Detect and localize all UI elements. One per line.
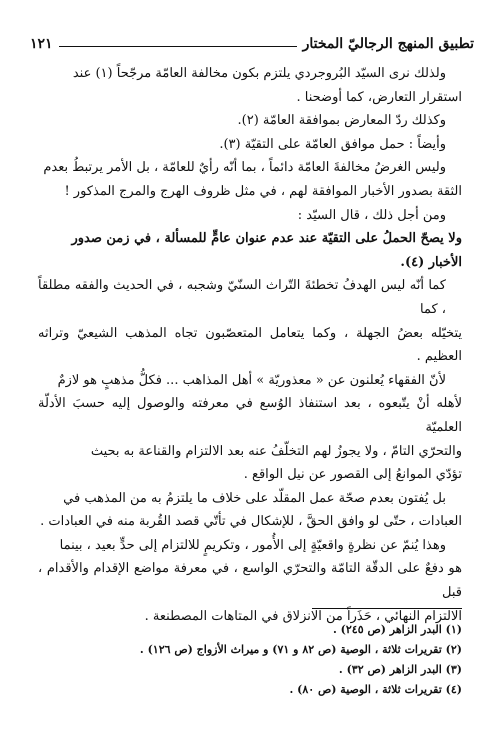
- text-line: لأهله أنْ يتّبعوه ، بعد استنفاذ الوُسع في معرفته والوصول إليه حسبَ الأدلّة العلميّة: [38, 396, 462, 435]
- text-line: يتخيّله بعضُ الجهلة ، وكما يتعامل المتعصّبون تجاه المذهب الشيعيّ وتراثه العظيم .: [38, 325, 462, 365]
- text-line: استقرار التعارض، كما أوضحنا .: [296, 89, 462, 105]
- text-line: والتحرّي التامّ ، ولا يجوزُ لهم التخلّفُ عنه بعد الالتزام والقناعة به بحيث: [90, 443, 462, 459]
- text-line: تؤدّي الموانعُ إلى القصور عن نيل الواقع .: [243, 467, 462, 483]
- text-line: بل يُفتون بعدم صحّة عمل المقلّد على خلاف ما يلتزمُ به من المذهب في: [63, 490, 446, 506]
- page-number: ١٢١: [30, 36, 53, 52]
- header-rule: [59, 46, 297, 47]
- text-line: ولذلك نرى السيّد البُروجردي يلتزم بكون مخالفة العامّة مرجّحاً (١) عند: [72, 66, 446, 81]
- footnote: (٤) تقريرات ثلاثة ، الوصية (ص ٨٠) .: [289, 683, 462, 696]
- text-line: الثقة بصدور الأخبار الموافقة لهم ، في مثل ظروف الهرج والمرج المذكور !: [64, 183, 462, 199]
- quote-line: الأخبار (٤).: [400, 254, 462, 270]
- main-text: [38, 62, 462, 628]
- text-line: وأيضاً : حمل موافق العامّة على التقيّة (٣).: [219, 136, 446, 152]
- text-line: ومن أجل ذلك ، قال السيّد :: [297, 207, 446, 223]
- text-line: وهذا يُنمّ عن نظرةٍ واقعيّةٍ إلى الأُمور ، وتكريمٍ للالتزام إلى حدٍّ بعيد ، بينما: [59, 537, 446, 553]
- footnote: (٣) البدر الزاهر (ص ٣٢) .: [338, 663, 462, 676]
- quote-line: ولا يصحّ الحملُ على التقيّة عند عدم عنوان عامٍّ للمسألة ، في زمن صدور: [71, 231, 462, 247]
- header-title: تطبيق المنهج الرجاليّ المختار: [302, 36, 474, 52]
- text-line: هو دفعٌ على الدقّة التامّة والتحرّي الواسع ، في معرفة مواضع الإقدام والأقدام ، قبل: [38, 561, 462, 601]
- text-line: وكذلك ردّ المعارض بموافقة العامّة (٢).: [237, 113, 446, 129]
- footnote-separator: [312, 608, 462, 609]
- footnotes: [38, 620, 462, 700]
- text-line: وليس الغرضُ مخالفةَ العامّة دائماً ، بما أنّه رأيٌ للعامّة ، بل الأمر يرتبطُ بعدم: [43, 160, 446, 176]
- text-line: كما أنّه ليس الهدفُ تخطئةَ التّراث السنّيّ وشجبه ، في الحديث والفقه مطلقاً ، كما: [38, 278, 446, 317]
- text-line: لأنّ الفقهاء يُعلنون عن « معذوريّة » أهل المذاهب ... فكلُّ مذهبٍ هو لازمٌ: [57, 372, 446, 388]
- text-line: العبادات ، حتّى لو وافق الحقَّ ، للإشكال في تأتّي قصد القُربة منه في العبادات .: [40, 514, 462, 530]
- running-header: [30, 30, 474, 52]
- footnote: (١) البدر الزاهر (ص ٢٤٥) .: [333, 623, 462, 636]
- footnote: (٢) تقريرات ثلاثة ، الوصية (ص ٨٢ و ٧١) و ميراث الأزواج (ص ١٢٦) .: [139, 643, 462, 656]
- text-line: الالتزام النهائي ، حَذَراً من الانزلاق في المتاهات المصطنعة .: [144, 608, 462, 624]
